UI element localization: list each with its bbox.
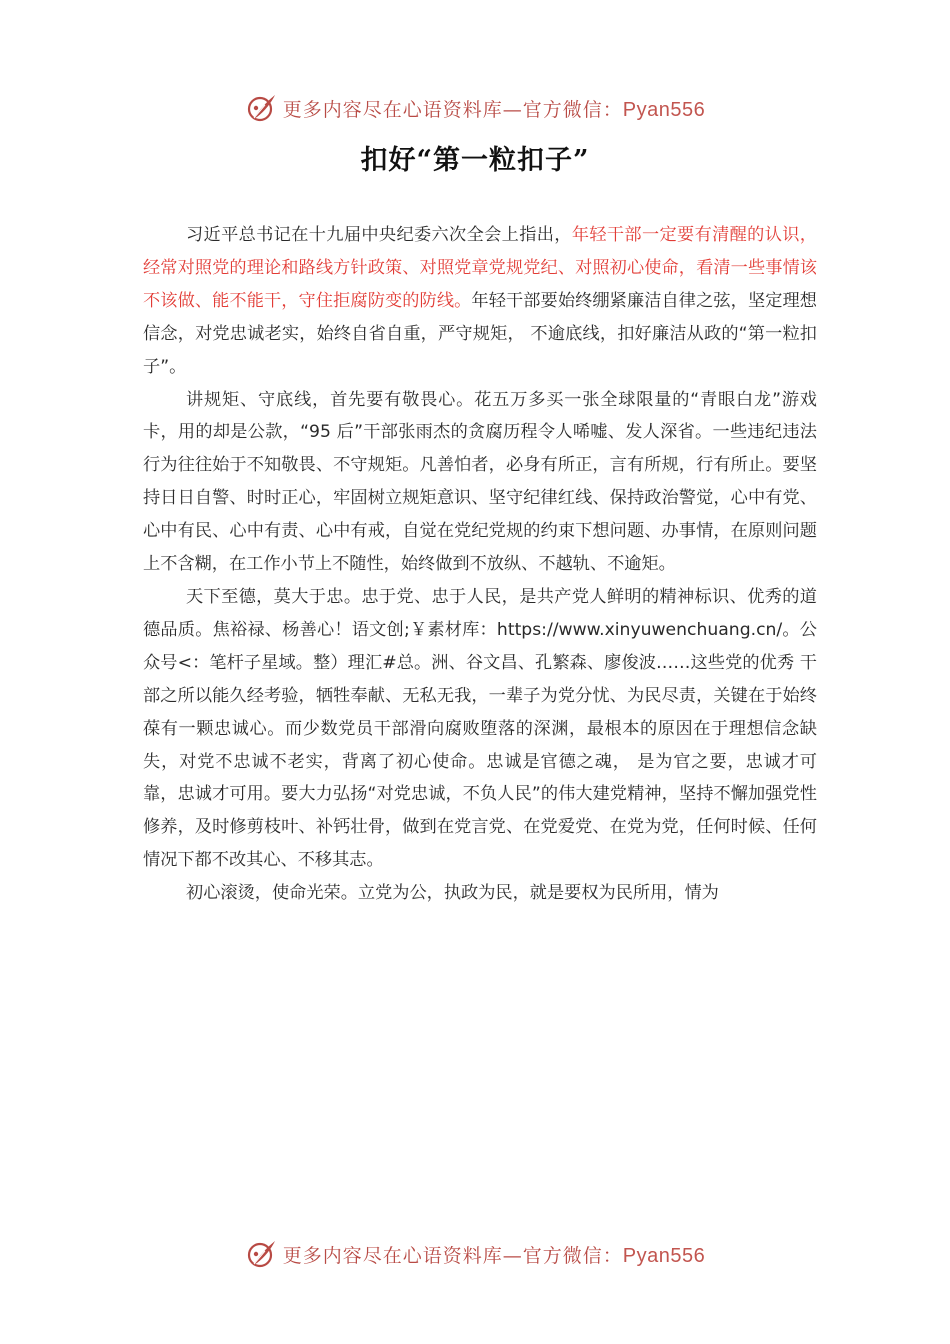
footer-banner [0, 1234, 950, 1274]
paragraph-1-lead: 习近平总书记在十九届中央纪委六次全会上指出， [186, 225, 572, 245]
quill-logo-icon [245, 1237, 279, 1271]
banner-suffix: 官方微信： [522, 1244, 623, 1267]
banner-separator: — [502, 98, 523, 121]
paragraph-1-rest: 年轻干部要始终绷紧廉洁自律之弦，坚定理想信念，对党忠诚老实，始终自省自重，严守规矩， 不逾底线，扣好廉洁从政的“第一粒扣子”。 [143, 290, 817, 377]
banner-account: Pyan556 [622, 1244, 706, 1267]
paragraph-1-highlight: 年轻干部一定要有清醒的认识，经常对照党的理论和路线方针政策、对照党章党规党纪、对照初心使命，看清一些事情该不该做、能不能干，守住拒腐防变的防线。 [143, 225, 817, 311]
banner-text [283, 1241, 706, 1268]
paragraph-1 [143, 219, 817, 384]
paragraph-2: 讲规矩、守底线，首先要有敬畏心。花五万多买一张全球限量的“青眼白龙”游戏卡，用的却是公款，“95 后”干部张雨杰的贪腐历程令人唏嘘、发人深省。一些违纪违法行为往往始于不知敬畏、不守规矩。凡善怕者，必身有所正，言有所规，行有所止。要坚持日日自警、时时正心，牢固树立规矩意识、坚守纪律红线、保持政治警觉，心中有党、心中有民、心中有责、心中有戒，自觉在党纪党规的约束下想问题、办事情，在原则问题上不含糊，在工作小节上不随性，始终做到不放纵、不越轨、不逾矩。 [143, 389, 817, 575]
banner-site-name: 更多内容尽在心语资料库 [282, 98, 503, 121]
header-banner [0, 88, 950, 128]
banner-text [283, 95, 706, 122]
quill-logo-icon [245, 91, 279, 125]
banner-separator: — [502, 1244, 523, 1267]
banner-account: Pyan556 [622, 98, 706, 121]
document-title: 扣好“第一粒扣子” [360, 145, 590, 176]
document-body [143, 219, 817, 910]
banner-suffix: 官方微信： [522, 98, 623, 121]
paragraph-3: 天下至德，莫大于忠。忠于党、忠于人民，是共产党人鲜明的精神标识、优秀的道德品质。焦裕禄、杨善心！语文创;￥素材库：https://www.xinyuwenchuang.cn/。公众号<：笔杆子星域。整）理汇#总。洲、谷文昌、孔繁森、廖俊波……这些党的优秀 干部之所以能久经考验，牺牲奉献、无私无我，一辈子为党分忧、为民尽责，关键在于始终葆有一颗忠诚心。而少数党员干部滑向腐败堕落的深渊，最根本的原因在于理想信念缺失，对党不忠诚不老实，背离了初心使命。忠诚是官德之魂， 是为官之要，忠诚才可靠，忠诚才可用。要大力弘扬“对党忠诚，不负人民”的伟大建党精神，坚持不懈加强党性修养，及时修剪枝叶、补钙壮骨，做到在党言党、在党爱党、在党为党，任何时候、任何情况下都不改其心、不移其志。 [143, 586, 817, 871]
banner-site-name: 更多内容尽在心语资料库 [282, 1244, 503, 1267]
paragraph-4: 初心滚烫，使命光荣。立党为公，执政为民，就是要权为民所用，情为 [186, 883, 719, 904]
